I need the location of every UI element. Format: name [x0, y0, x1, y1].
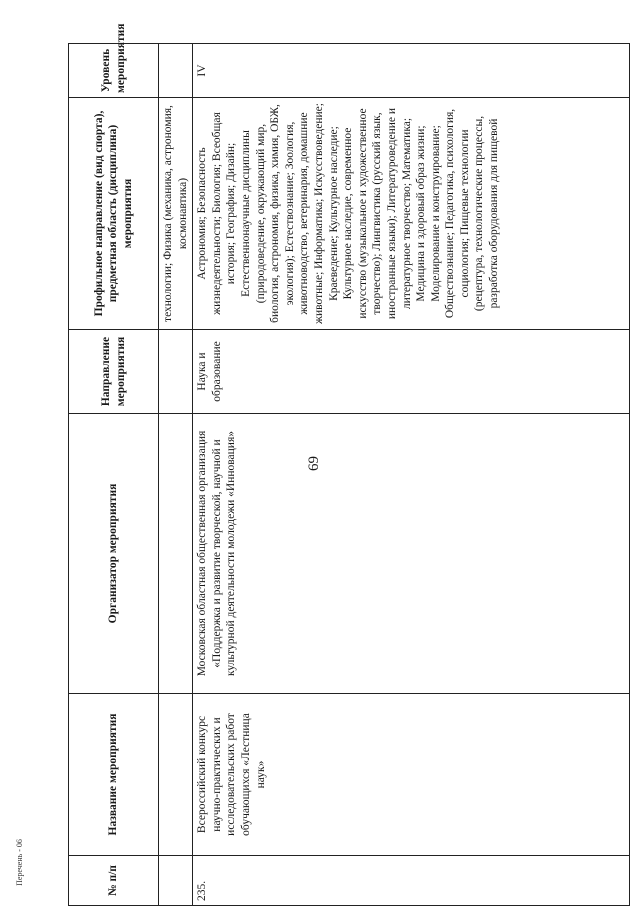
- row-name: Всероссийский конкурс научно-практических и исследовательских работ обучающихся «Лестница наук»: [193, 694, 630, 856]
- header-num: № п/п: [69, 856, 159, 906]
- header-direction: Направление мероприятия: [69, 330, 159, 414]
- table-header-row: [69, 44, 159, 906]
- cont-organizer: [159, 414, 193, 694]
- row-organizer: Московская областная общественная организация «Поддержка и развитие творческой, научной и культурной деятельности молодежи «Инновация»: [193, 414, 630, 694]
- row-level: IV: [193, 44, 630, 98]
- events-table: [68, 23, 630, 906]
- cont-num: [159, 856, 193, 906]
- row-profile: Астрономия; Безопасность жизнедеятельности; Биология; Всеобщая история; География; Дизайн; Естественнонаучные дисциплины (природоведение, окружающий мир, биология, астрономия, физика, химия, ОБЖ, экология); Естествознание; Зоология, животноводство, ветеринария, домашние животные; Информатика; Искусствоведение; Краеведение; Культурное наследие; Культурное наследие, современное искусство (музыкальное и художественное творчество); Лингвистика (русский язык, иностранные языки); Литературоведение и литературное творчество; Математика; Медицина и здоровый образ жизни; Моделирование и конструирование; Обществознание; Педагогика, психология, социология; Пищевые технологии (рецептура, технологические процессы, разработка оборудования для пищевой: [193, 98, 630, 330]
- cont-name: [159, 694, 193, 856]
- header-name: Название мероприятия: [69, 694, 159, 856]
- continuation-row: [159, 44, 193, 906]
- cont-profile: технологии; Физика (механика, астрономия, космонавтика): [159, 98, 193, 330]
- footer-code: Перечень - 06: [14, 839, 24, 886]
- header-profile: Профильное направление (вид спорта), предметная область (дисциплина) мероприятия: [69, 98, 159, 330]
- header-organizer: Организатор мероприятия: [69, 414, 159, 694]
- cont-level: [159, 44, 193, 98]
- header-level: Уровень мероприятия: [69, 44, 159, 98]
- page-number: 69: [306, 456, 322, 471]
- rotated-table-container: [68, 23, 630, 906]
- row-direction: Наука и образование: [193, 330, 630, 414]
- cont-direction: [159, 330, 193, 414]
- table-wrapper: [68, 23, 630, 906]
- row-num: 235.: [193, 856, 630, 906]
- table-row: [193, 44, 630, 906]
